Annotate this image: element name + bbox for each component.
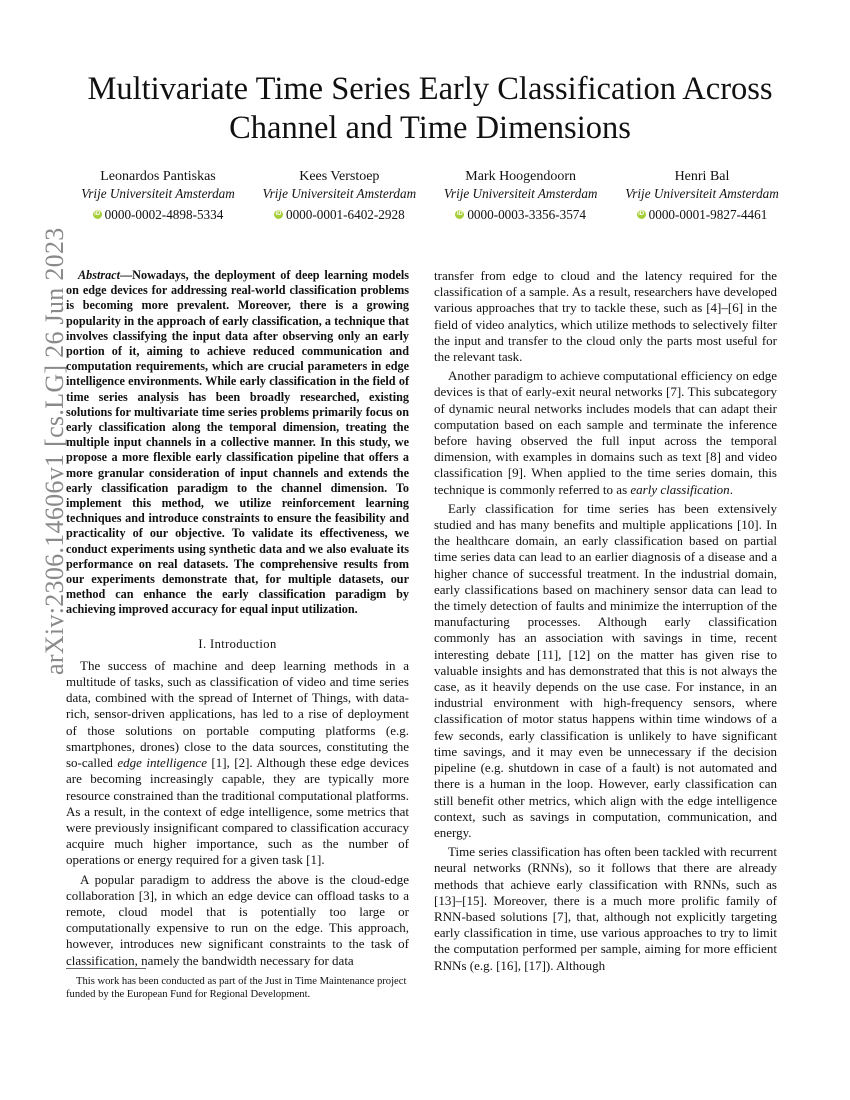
paper-title: Multivariate Time Series Early Classification Across Channel and Time Dimensions <box>87 71 773 146</box>
author-orcid[interactable] <box>455 206 586 223</box>
left-column <box>66 268 409 972</box>
orcid-number: 0000-0001-6402-2928 <box>285 207 405 222</box>
arxiv-identifier-stamp: arXiv:2306.14606v1 [cs.LG] 26 Jun 2023 <box>40 227 69 675</box>
orcid-icon: iD <box>638 211 645 217</box>
emphasis-term: early classification <box>630 481 730 497</box>
author-name: Kees Verstoep <box>299 169 380 184</box>
body-paragraph <box>434 368 777 498</box>
abstract-label: Abstract <box>78 268 120 282</box>
body-paragraph: A popular paradigm to address the above is the cloud-edge collaboration [3], in which an edge device can offload tasks to a remote, cloud model that is potentially too large or computationally expensive to run on the edge. This approach, however, introduces new significant constraints to the task of classification, namely the bandwidth necessary for data <box>66 871 409 968</box>
author-orcid[interactable] <box>93 206 224 223</box>
author-block <box>251 168 427 223</box>
orcid-icon: iD <box>94 211 101 217</box>
author-orcid[interactable] <box>637 206 768 223</box>
author-affiliation: Vrije Universiteit Amsterdam <box>443 186 598 201</box>
body-paragraph: transfer from edge to cloud and the latency required for the classification of a sample. As a result, researchers have developed various approaches that try to tackle these, such as [4]–[6] in the field of video analytics, which utilize methods to selectively filter the input and transfer to the cloud only the parts most useful for the relevant task. <box>434 268 777 365</box>
paragraph-text: [1], [2]. Although these edge devices are becoming increasingly capable, they are typically more resource constrained than the traditional computational platforms. As a result, in the context of edge intelligence, some metrics that were previously insignificant compared to classification accuracy acquire much higher importance, such as the number of operations or energy required for a given task [1]. <box>66 755 409 868</box>
author-name: Henri Bal <box>674 169 730 184</box>
author-block <box>433 168 609 223</box>
orcid-icon: iD <box>456 211 463 217</box>
author-block <box>614 168 790 223</box>
author-affiliation: Vrije Universiteit Amsterdam <box>81 186 235 201</box>
orcid-number: 0000-0001-9827-4461 <box>648 207 768 222</box>
orcid-number: 0000-0003-3356-3574 <box>467 207 586 222</box>
footnote: This work has been conducted as part of the Just in Time Maintenance project funded by the European Fund for Regional Development. <box>66 976 407 1000</box>
author-orcid[interactable] <box>274 206 405 223</box>
author-name: Leonardos Pantiskas <box>100 169 216 184</box>
body-paragraph: Time series classification has often been tackled with recurrent neural networks (RNNs), so it follows that there are already methods that achieve early classification with RNNs, such as [13]–[15]. Moreover, there is a much more prolific family of RNN-based solutions [7], that, although not explicitly targeting early classification in time, use various approaches to try to limit the computation performed per sample, aiming for more efficient RNNs (e.g. [16], [17]). Although <box>434 844 777 973</box>
section-heading-introduction: I. Introduction <box>198 636 277 651</box>
body-paragraph <box>66 658 409 869</box>
author-name: Mark Hoogendoorn <box>465 169 577 184</box>
right-column <box>434 268 777 977</box>
footnote-divider <box>66 968 146 969</box>
author-block <box>70 168 246 223</box>
author-list <box>70 168 790 223</box>
orcid-icon: iD <box>275 211 282 217</box>
paragraph-text: Another paradigm to achieve computational efficiency on edge devices is that of early-exit neural networks [7]. This subcategory of dynamic neural networks includes models that can adapt their computation based on each sample and terminate the inference before having observed the full input across the temporal dimension, with examples in domains such as text [8] and video classification [9]. When applied to the time series domain, this technique is commonly referred to as <box>434 368 777 497</box>
paragraph-text: . <box>729 481 733 497</box>
abstract-text: —Nowadays, the deployment of deep learning models on edge devices for addressing real-world classification problems is becoming more prevalent. Moreover, there is a growing popularity in the approach of early classification, a technique that involves classifying the input data after observing only an early portion of it, aiming to achieve reduced communication and computation requirements, which are crucial parameters in edge intelligence environments. While early classification in the field of time series analysis has been broadly researched, existing solutions for multivariate time series problems primarily focus on early classification along the temporal dimension, treating the multiple input channels in a collective manner. In this study, we propose a more flexible early classification pipeline that offers a more granular consideration of input channels and extends the early classification paradigm to the channel dimension. To implement this method, we utilize reinforcement learning techniques and introduce constraints to ensure the feasibility and practicality of our objective. To validate its effectiveness, we conduct experiments using synthetic data and we also evaluate its performance on real datasets. The comprehensive results from our experiments demonstrate that, for multiple datasets, our method can enhance the early classification paradigm by achieving improved accuracy for equal input utilization. <box>66 268 409 617</box>
emphasis-term: edge intelligence <box>117 755 207 771</box>
body-paragraph: Early classification for time series has been extensively studied and has many benefits and multiple applications [10]. In the healthcare domain, an early classification based on partial time series data can lead to an earlier diagnosis of a disease and a higher chance of successful treatment. In the industrial domain, early classifications based on machinery sensor data can lead to the timely detection of faults and minimize the interruption of the manufacturing processes. Although early classification commonly has an association with savings in time, recent interesting debate [11], [12] on the matter has given rise to valuable insights and has demonstrated that this is not always the case, as it heavily depends on the use case. For instance, in an industrial environment with high-frequency sensors, where classification of motor status happens within time windows of a few seconds, early classification is unlikely to have significant time savings, and it may even be unnecessary if the decision pipeline (e.g. shutdown in case of a fault) is not automated and there is a human in the loop. However, early classification can still benefit other metrics, which align with the edge intelligence context, such as savings in computation, communication, and energy. <box>434 500 777 840</box>
orcid-number: 0000-0002-4898-5334 <box>104 207 224 222</box>
abstract <box>66 268 409 618</box>
author-affiliation: Vrije Universiteit Amsterdam <box>262 186 417 201</box>
author-affiliation: Vrije Universiteit Amsterdam <box>625 186 779 201</box>
paragraph-text: The success of machine and deep learning methods in a multitude of tasks, such as classification of video and time series data, combined with the spread of Internet of Things, with data-rich, sensor-driven applications, has led to a rise of deployment of those solutions on portable computing platforms (e.g. smartphones, drones) close to the data sources, constituting the so-called <box>66 657 409 771</box>
